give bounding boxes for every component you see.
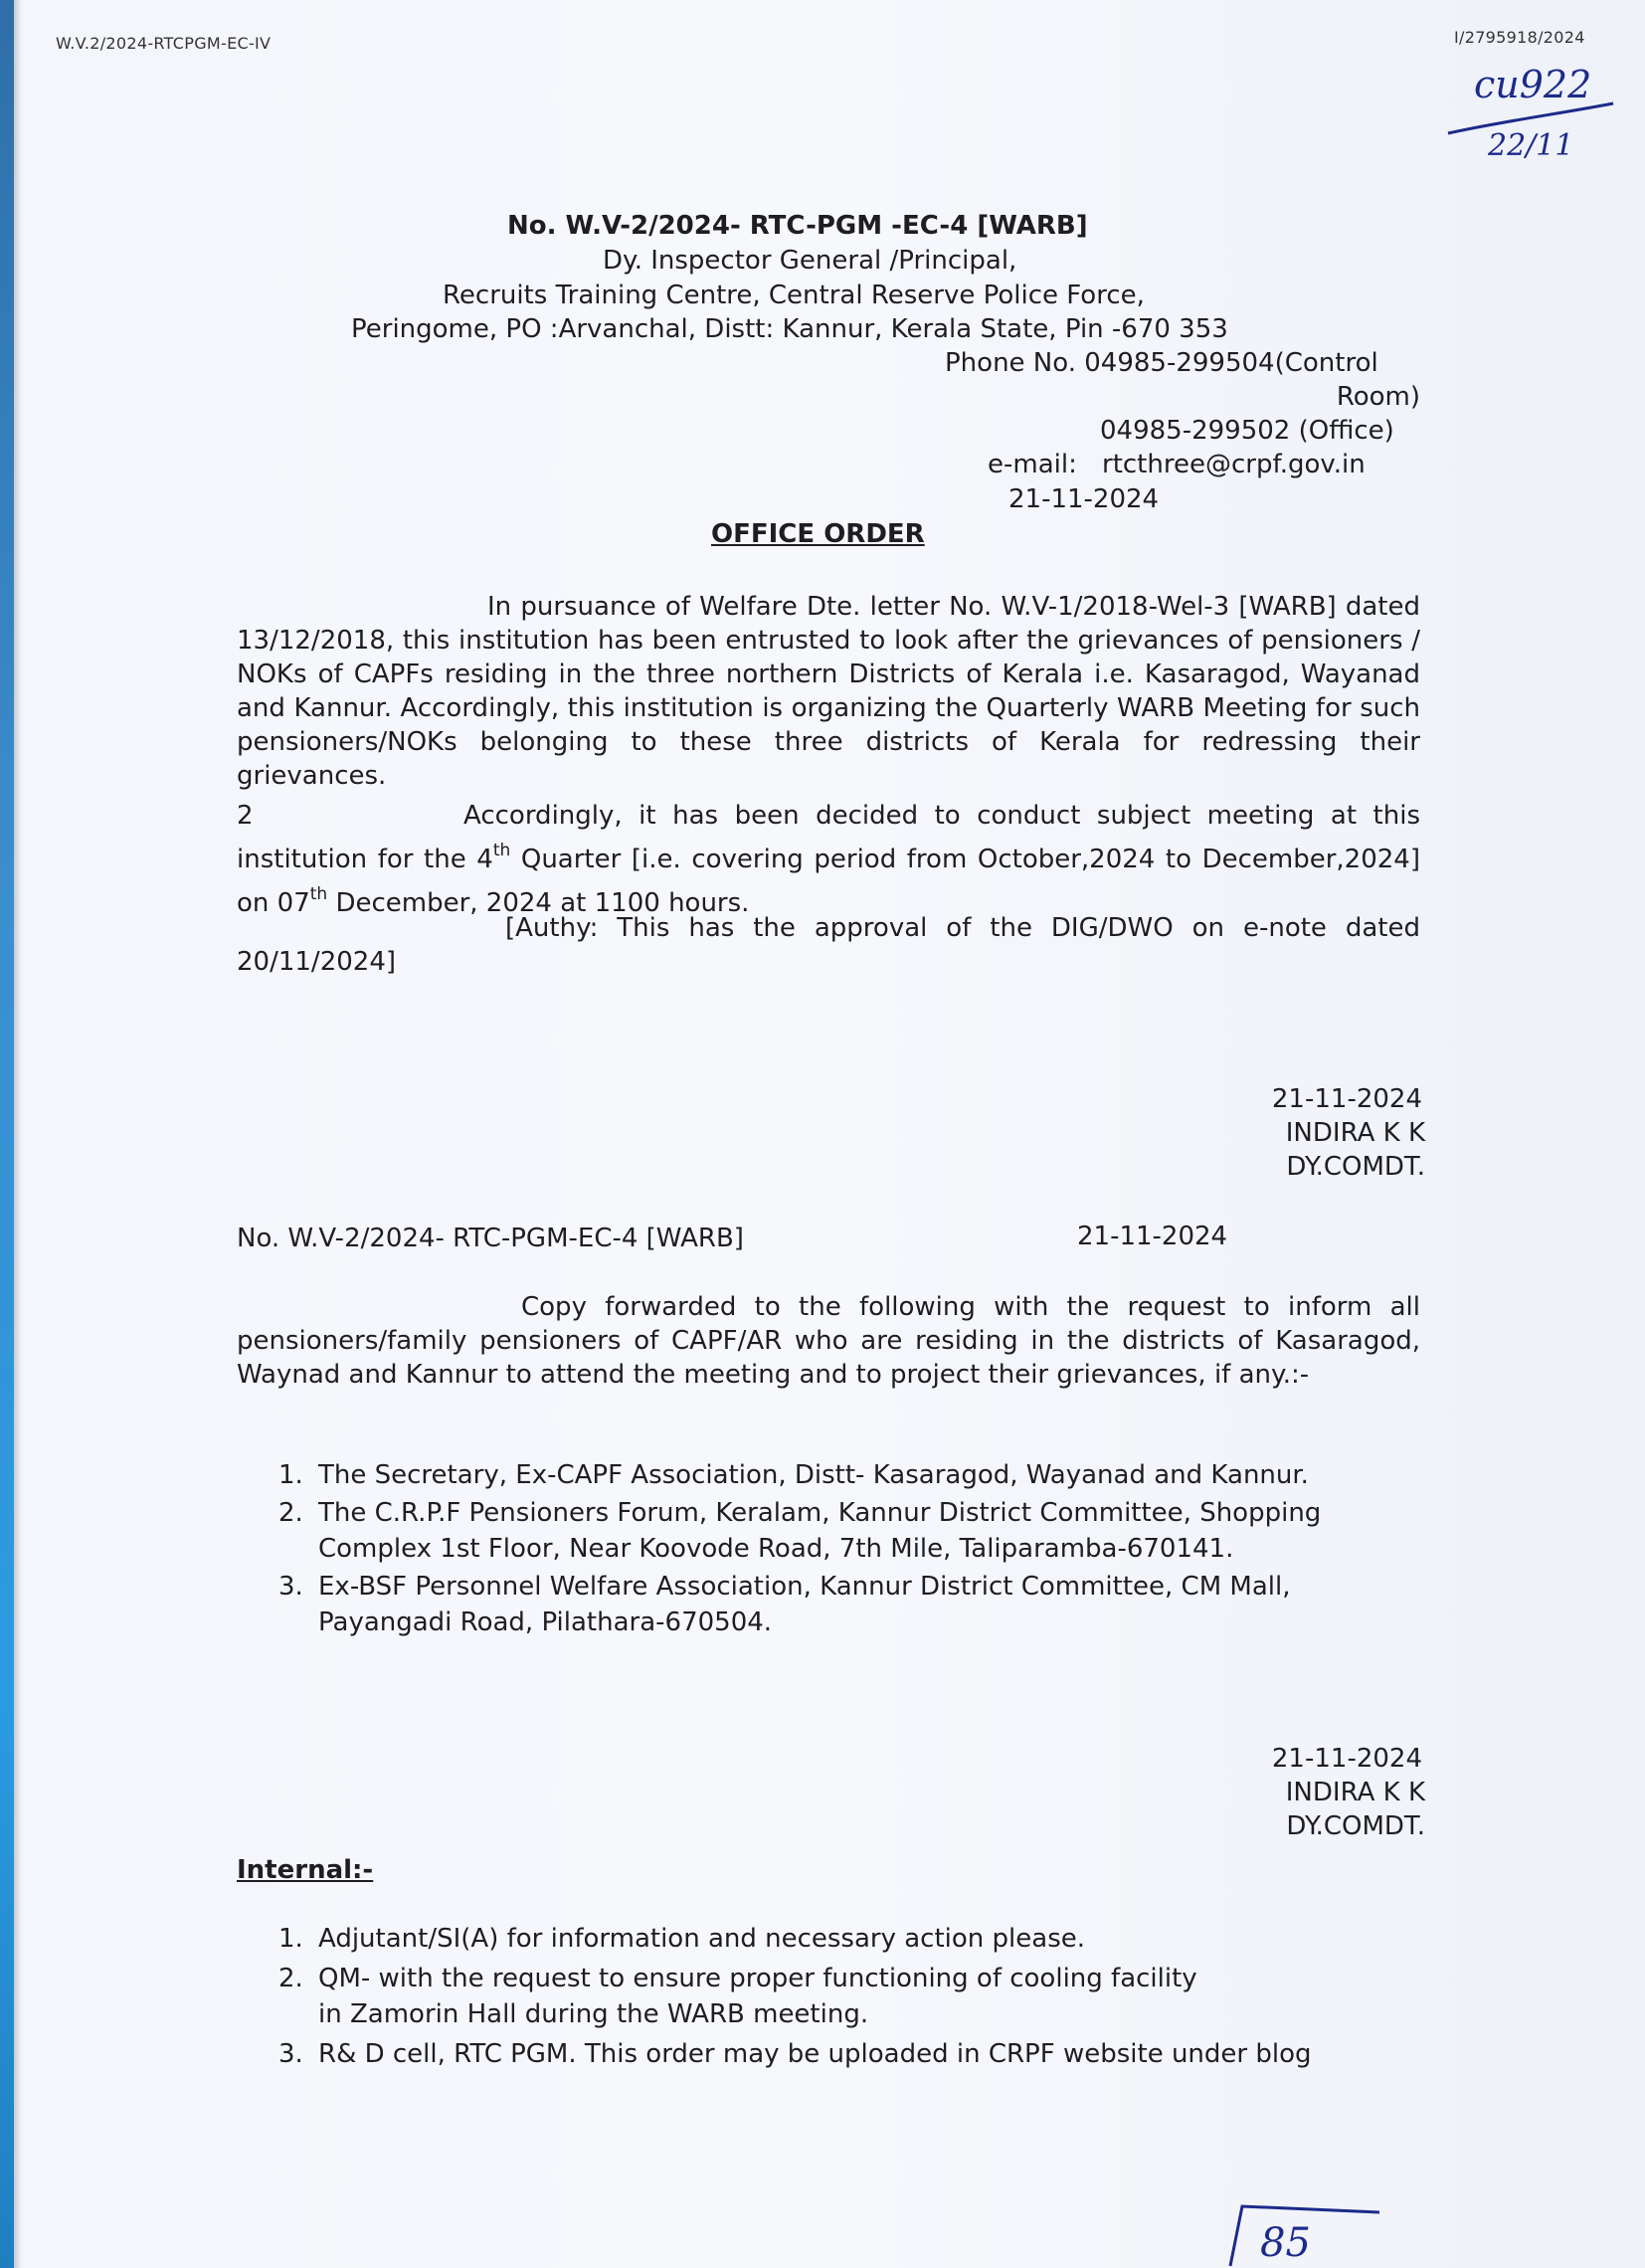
file-reference: W.V.2/2024-RTCPGM-EC-IV <box>56 34 272 53</box>
signature-2-designation: DY.COMDT. <box>1286 1811 1425 1841</box>
signature-1-date: 21-11-2024 <box>1271 1084 1422 1114</box>
signature-1-name: INDIRA K K <box>1285 1118 1425 1148</box>
institution-address: Peringome, PO :Arvanchal, Distt: Kannur, Kerala State, Pin -670 353 <box>351 314 1228 344</box>
list-item <box>278 1495 1432 1567</box>
internal-heading: Internal:- <box>237 1855 374 1885</box>
internal-list <box>278 1921 1432 2072</box>
paragraph-2-text-c: December, 2024 at 1100 hours. <box>327 888 750 918</box>
list-number: 1. <box>278 1924 303 1954</box>
list-number: 2. <box>278 1964 303 1993</box>
list-item <box>278 1921 1432 1957</box>
list-number: 3. <box>278 2039 303 2069</box>
list-number: 3. <box>278 1572 303 1602</box>
list-item <box>278 1569 1432 1640</box>
page-number-text: 85 <box>1260 2220 1311 2266</box>
institution-name: Recruits Training Centre, Central Reserve Police Force, <box>443 281 1145 310</box>
list-item <box>278 1457 1432 1493</box>
list-number: 2. <box>278 1498 303 1528</box>
signature-2-name: INDIRA K K <box>1285 1778 1425 1807</box>
hand-inward-number: cu922 <box>1474 63 1592 106</box>
paragraph-1: In pursuance of Welfare Dte. letter No. W.V-1/2018-Wel-3 [WARB] dated 13/12/2018, this institution has been entrusted to look after the grievances of pensioners / NOKs of CAPFs residing in the three northern Districts of Kerala i.e. Kasaragod, Wayanad and Kannur. Accordingly, this institution is organizing the Quarterly WARB Meeting for such pensioners/NOKs belonging to these three districts of Kerala for redressing their grievances. <box>237 592 1420 791</box>
copy-intro: Copy forwarded to the following with the request to inform all pensioners/family pensioners of CAPF/AR who are residing in the districts of Kasaragod, Waynad and Kannur to attend the meeting and to project their grievances, if any.:- <box>237 1292 1420 1390</box>
list-text: The C.R.P.F Pensioners Forum, Keralam, Kannur District Committee, Shopping Complex 1st Floor, Near Koovode Road, 7th Mile, Taliparamba-670141. <box>318 1498 1322 1564</box>
phone-control-room: Phone No. 04985-299504(Control <box>945 348 1378 378</box>
letter-date: 21-11-2024 <box>1008 484 1160 514</box>
hand-date: 22/11 <box>1488 128 1574 163</box>
list-text: The Secretary, Ex-CAPF Association, Distt- Kasaragod, Wayanad and Kannur. <box>318 1460 1309 1490</box>
paragraph-2 <box>237 794 1420 925</box>
signature-2-date: 21-11-2024 <box>1271 1744 1422 1774</box>
receipt-number: I/2795918/2024 <box>1454 28 1585 47</box>
paragraph-2-number: 2 <box>237 801 254 831</box>
authority-note: [Authy: This has the approval of the DIG/DWO on e-note dated 20/11/2024] <box>237 913 1420 977</box>
list-text: R& D cell, RTC PGM. This order may be uploaded in CRPF website under blog <box>318 2039 1312 2069</box>
list-number: 1. <box>278 1460 303 1490</box>
list-text: Ex-BSF Personnel Welfare Association, Kannur District Committee, CM Mall, Payangadi Road, Pilathara-670504. <box>318 1572 1291 1637</box>
scan-edge-strip <box>0 0 14 2268</box>
office-designation: Dy. Inspector General /Principal, <box>603 246 1017 276</box>
list-item <box>278 1961 1213 2032</box>
copy-reference-number: No. W.V-2/2024- RTC-PGM-EC-4 [WARB] <box>237 1224 744 1253</box>
copy-reference-date: 21-11-2024 <box>1077 1222 1228 1251</box>
document-title: OFFICE ORDER <box>711 519 925 549</box>
list-text: QM- with the request to ensure proper functioning of cooling facility in Zamorin Hall during the WARB meeting. <box>318 1964 1197 2029</box>
scan-edge-shadow <box>14 0 22 2268</box>
email-label: e-mail: <box>988 450 1077 479</box>
handwritten-page-number <box>1208 2200 1387 2268</box>
order-number: No. W.V-2/2024- RTC-PGM -EC-4 [WARB] <box>507 211 1088 241</box>
handwritten-inward-note <box>1442 52 1621 171</box>
ordinal-suffix-quarter: th <box>492 841 511 861</box>
email-address: rtcthree@crpf.gov.in <box>1102 450 1366 479</box>
phone-control-room-cont: Room) <box>1336 382 1420 412</box>
list-text: Adjutant/SI(A) for information and necessary action please. <box>318 1924 1086 1954</box>
phone-office: 04985-299502 (Office) <box>1100 416 1394 446</box>
paragraph-2-text-a: Accordingly, it has been decided to conduct subject meeting at this institution for the 4 <box>237 801 1420 874</box>
paragraph-2-text-b: Quarter [i.e. covering period from October,2024 to December,2024] on 07 <box>237 845 1420 918</box>
ordinal-suffix-date: th <box>309 884 328 905</box>
recipient-list <box>278 1457 1432 1640</box>
signature-1-designation: DY.COMDT. <box>1286 1152 1425 1182</box>
list-item <box>278 2036 1432 2072</box>
